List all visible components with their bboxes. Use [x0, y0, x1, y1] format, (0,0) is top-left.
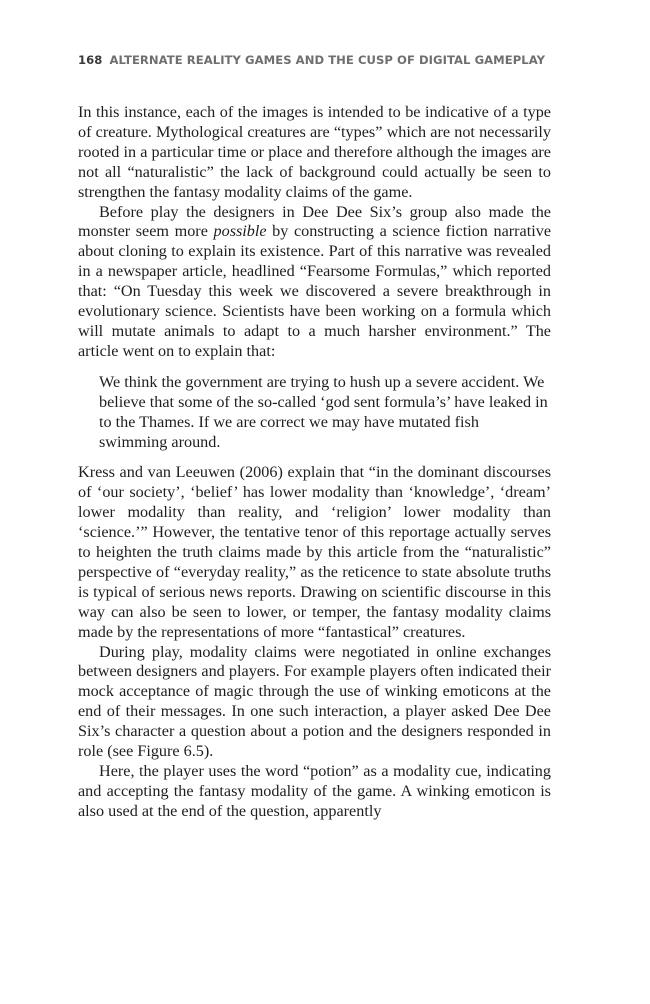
running-head-title: ALTERNATE REALITY GAMES AND THE CUSP OF DIGITAL GAMEPLAY — [109, 53, 546, 67]
running-head — [78, 53, 551, 67]
paragraph-2-end: by constructing a science fiction narrative about cloning to explain its existence. Part of this narrative was revealed in a newspaper article, headlined “Fearsome Formulas,” which reported that: “On Tuesday this week we discovered a severe breakthrough in evolutionary science. Scientists have been working on a formula which will mutate animals to adapt to a much harsher environment.” The article went on to explain that: — [78, 222, 552, 360]
paragraph-4: During play, modality claims were negotiated in online exchanges between designers and players. For example players often indicated their mock acceptance of magic through the use of winking emoticons at the end of their messages. In one such interaction, a player asked Dee Dee Six’s character a question about a potion and the designers responded in role (see Figure 6.5). — [78, 642, 551, 761]
emphasis-possible: possible — [213, 222, 267, 241]
paragraph-1: In this instance, each of the images is intended to be indicative of a type of creature. Mythological creatures are “types” which are not necessarily rooted in a particular time or place and therefore although the images are not all “naturalistic” the lack of background could actually be seen to strengthen the fantasy modality claims of the game. — [78, 103, 551, 201]
page-number: 168 — [78, 53, 103, 67]
paragraph-3: Kress and van Leeuwen (2006) explain that “in the dominant discourses of ‘our society’, ‘belief’ has lower modality than ‘knowledge’, ‘dream’ lower modality than reality, and ‘religion’ lower modality than ‘science.’” However, the tentative tenor of this reportage actually serves to heighten the truth claims made by this article from the “naturalistic” perspective of “everyday reality,” as the reticence to state absolute truths is typical of serious news reports. Drawing on scientific discourse in this way can also be seen to lower, or temper, the fantasy modality claims made by the representations of more “fantastical” creatures. — [78, 463, 551, 641]
paragraph-2 — [78, 203, 551, 362]
body-text — [78, 103, 551, 822]
paragraph-5: Here, the player uses the word “potion” as a modality cue, indicating and accepting the fantasy modality of the game. A winking emoticon is also used at the end of the question, apparently — [78, 762, 551, 820]
paragraph-2-start: Before play the designers in Dee Dee Six’s group also made the monster seem more — [78, 202, 551, 241]
block-quote: We think the government are trying to hush up a severe accident. We believe that some of the so-called ‘god sent formula’s’ have leaked in to the Thames. If we are correct we may have mutated fish swimming around. — [99, 372, 548, 451]
